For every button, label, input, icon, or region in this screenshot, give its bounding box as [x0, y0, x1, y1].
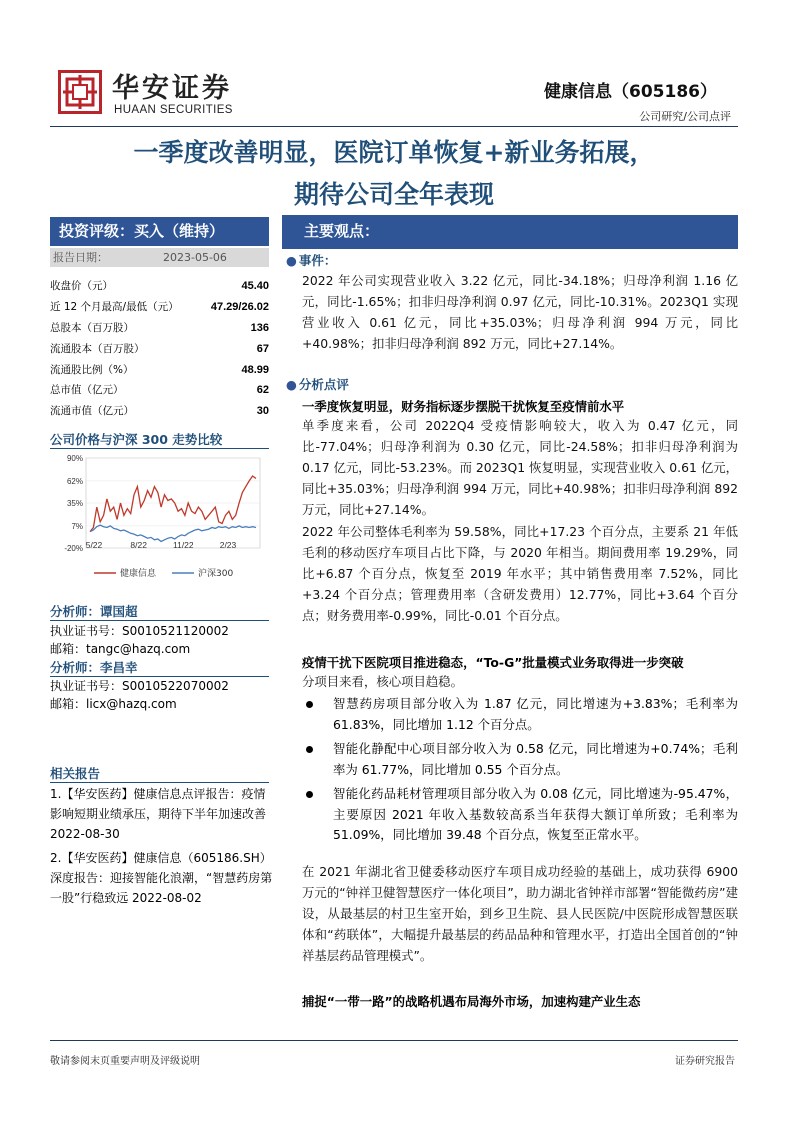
project-bullet-list: [302, 694, 738, 849]
related-report-1[interactable]: 1.【华安医药】健康信息点评报告：疫情影响短期业绩承压，期待下半年加速改善 2022-08-30: [50, 787, 267, 841]
stat-label: 总市值（亿元）: [50, 384, 124, 397]
analysis-paragraph-2: 2022 年公司整体毛利率为 59.58%，同比+17.23 个百分点，主要系 21 年低毛利的移动医疗车项目占比下降，与 2020 年相当。期间费用率 19.29%，同比+6.87 个百分点，恢复至 2019 年水平；其中销售费用率 7.52%，同比+3.24 个百分点；管理费用率（含研发费用）12.77%，同比+3.64 个百分点；财务费用率-0.99%，同比-0.01 个百分点。: [302, 524, 738, 623]
chart-y-tick-label: 7%: [71, 521, 83, 531]
footer-label: 证券研究报告: [675, 1056, 735, 1067]
analyst-2-cert: 执业证书号：S0010522070002: [50, 679, 229, 693]
stat-value: 45.40: [241, 280, 269, 292]
main-points-bar: 主要观点：: [282, 215, 738, 247]
chart-title-divider: [50, 448, 269, 449]
analyst-1-heading: 分析师：谭国超: [50, 604, 138, 619]
chart-series-line-1: [90, 476, 256, 532]
chart-x-tick-label: 8/22: [130, 540, 147, 550]
stat-label: 流通市值（亿元）: [50, 405, 134, 418]
chart-y-tick-label: -20%: [64, 544, 83, 553]
analyst-1-cert: 执业证书号：S0010521120002: [50, 624, 229, 638]
chart-y-tick-label: 62%: [66, 476, 83, 486]
main-points-divider: [282, 247, 738, 249]
analysis-subheading-1: 一季度恢复明显，财务指标逐步摆脱干扰恢复至疫情前水平: [302, 399, 625, 414]
analysis-paragraph-1: 单季度来看，公司 2022Q4 受疫情影响较大，收入为 0.47 亿元，同比-77.04%；归母净利润为 0.30 亿元，同比-24.58%；扣非归母净利润为 0.17 亿元，同比-53.23%。而 2023Q1 恢复明显，实现营业收入 0.61 亿元，同比+35.03%；归母净利润 994 万元，同比+40.98%；扣非归母净利润 892 万元，同比+27.14%。: [302, 418, 738, 517]
stat-row: [50, 339, 269, 360]
analyst-2-info: [50, 677, 270, 713]
analysis-paragraph-4: 在 2021 年湖北省卫健委移动医疗车项目成功经验的基础上，成功获得 6900 万元的“钟祥卫健智慧医疗一体化项目”，助力湖北省钟祥市部署“智能微药房”建设，从最基层的村卫生室开始，到乡卫生院、县人民医院/中医院形成智慧医联体和“药联体”，大幅提升最基层的药品品种和管理水平，打造出全国首创的“钟祥基层药品管理模式”。: [302, 864, 738, 963]
analyst-1-divider: [50, 620, 269, 621]
stat-value: 47.29/26.02: [210, 300, 269, 313]
analysis-heading-text: 分析点评: [298, 377, 349, 392]
related-reports: [50, 784, 275, 908]
stat-row: [50, 360, 269, 381]
list-item: [302, 694, 738, 736]
stats-table: [50, 276, 269, 422]
chart-y-tick-label: 90%: [66, 454, 83, 463]
analyst-1-info: [50, 622, 270, 658]
bullet-text: 智能化静配中心项目部分收入为 0.58 亿元，同比增速为+0.74%；毛利率为 61.77%，同比增加 0.55 个百分点。: [333, 740, 738, 777]
report-category: 公司研究/公司点评: [639, 110, 731, 123]
stat-row: [50, 276, 269, 297]
logo-text-cn: 华安证券: [112, 73, 232, 104]
title-line-1: 一季度改善明显，医院订单恢复+新业务拓展，: [133, 138, 655, 167]
event-paragraph: 2022 年公司实现营业收入 3.22 亿元，同比-34.18%；归母净利润 1.16 亿元，同比-1.65%；扣非归母净利润 0.97 亿元，同比-10.31%。2023Q1 实现营业收入 0.61 亿元，同比+35.03%；归母净利润 994 万元，同比+40.98%；扣非归母净利润 892 万元，同比+27.14%。: [302, 273, 738, 351]
logo-text-en: HUAAN SECURITIES: [114, 104, 233, 116]
analyst-1-email: 邮箱：tangc@hazq.com: [50, 642, 191, 656]
chart-y-tick-label: 35%: [66, 499, 83, 508]
analysis-heading: [286, 375, 349, 393]
bullet-icon: [306, 746, 313, 753]
stat-value: 48.99: [241, 363, 269, 376]
title-line-2: 期待公司全年表现: [293, 180, 494, 209]
dot-icon: ●: [286, 377, 297, 392]
related-divider: [50, 782, 269, 783]
list-item: [302, 784, 738, 847]
footer-disclaimer: 敬请参阅末页重要声明及评级说明: [50, 1056, 200, 1067]
analysis-subheading-2: 疫情干扰下医院项目推进稳态，“To-G”批量模式业务取得进一步突破: [302, 655, 684, 670]
stat-row: [50, 401, 269, 422]
stat-value: 30: [256, 405, 269, 418]
stat-value: 67: [256, 342, 269, 355]
stat-label: 总股本（百万股）: [50, 321, 134, 334]
chart-x-tick-label: 11/22: [173, 540, 194, 550]
chart-title: 公司价格与沪深 300 走势比较: [50, 432, 223, 447]
huaan-logo: [58, 66, 248, 118]
related-reports-heading: 相关报告: [50, 766, 101, 781]
list-item: [302, 739, 738, 781]
bullet-icon: [306, 791, 313, 798]
stat-label: 流通股比例（%）: [50, 363, 134, 376]
event-heading-text: 事件：: [298, 253, 337, 268]
analyst-2-heading: 分析师：李昌幸: [50, 660, 138, 675]
bullet-text: 智能化药品耗材管理项目部分收入为 0.08 亿元，同比增速为-95.47%，主要原因 2021 年收入基数较高系当年获得大额订单所致；毛利率为 51.09%，同比增加 39.48 个百分点，恢复至正常水平。: [333, 785, 738, 843]
header-divider: [50, 126, 738, 127]
analysis-subheading-3: 捕捉“一带一路”的战略机遇布局海外市场，加速构建产业生态: [302, 994, 641, 1009]
chart-legend-label: 健康信息: [120, 569, 157, 579]
analyst-2-email: 邮箱：licx@hazq.com: [50, 697, 177, 711]
bullet-text: 智慧药房项目部分收入为 1.87 亿元，同比增速为+3.83%；毛利率为 61.83%，同比增加 1.12 个百分点。: [333, 696, 738, 732]
stat-label: 流通股本（百万股）: [50, 342, 145, 355]
chart-legend-label: 沪深300: [198, 569, 234, 579]
analysis-paragraph-3: 分项目来看，核心项目趋稳。: [302, 674, 464, 689]
stat-value: 136: [250, 321, 269, 334]
related-report-2[interactable]: 2.【华安医药】健康信息（605186.SH）深度报告：迎接智能化浪潮，“智慧药房第一股”行稳致远 2022-08-02: [50, 851, 273, 905]
report-date-row: [50, 248, 269, 267]
report-title: [50, 132, 738, 216]
company-name: 健康信息（605186）: [544, 82, 717, 102]
report-date-label: 报告日期：: [53, 251, 108, 264]
investment-rating: 投资评级：买入（维持）: [50, 217, 269, 246]
stat-value: 62: [256, 384, 269, 397]
stat-label: 收盘价（元）: [50, 280, 113, 292]
stat-row: [50, 318, 269, 339]
chart-x-tick-label: 5/22: [85, 540, 103, 550]
dot-icon: ●: [286, 253, 297, 268]
seal-icon: [58, 70, 102, 114]
stat-label: 近 12 个月最高/最低（元）: [50, 300, 179, 313]
footer-divider: [50, 1040, 738, 1041]
bullet-icon: [306, 701, 313, 708]
price-chart: [50, 450, 269, 590]
stat-row: [50, 380, 269, 401]
stat-row: [50, 297, 269, 318]
report-date-value: 2023-05-06: [163, 251, 227, 264]
event-heading: [286, 251, 336, 269]
chart-x-tick-label: 2/23: [219, 540, 237, 550]
